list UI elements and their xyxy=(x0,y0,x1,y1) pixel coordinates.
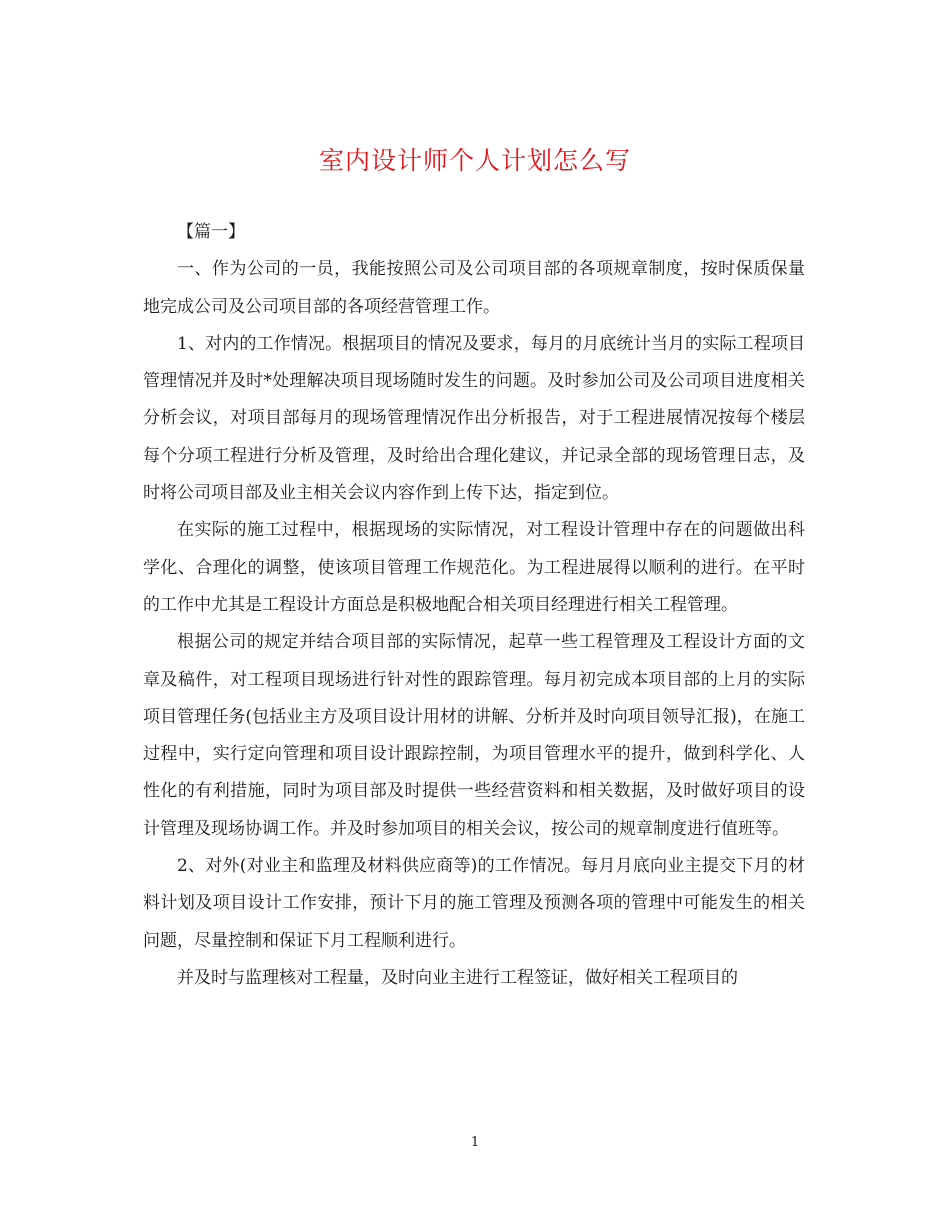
page-number: 1 xyxy=(470,1135,480,1150)
paragraph: 并及时与监理核对工程量，及时向业主进行工程签证，做好相关工程项目的 xyxy=(177,967,738,988)
document-title: 室内设计师个人计划怎么写 xyxy=(318,146,631,175)
paragraph: 1、对内的工作情况。根据项目的情况及要求，每月的月底统计当月的实际工程项目管理情况并及时*处理解决项目现场随时发生的问题。及时参加公司及公司项目进度相关分析会议，对项目部每月的现场管理情况作出分析报告，对于工程进展情况按每个楼层每个分项工程进行分析及管理，及时给出合理化建议，并记录全部的现场管理日志，及时将公司项目部及业主相关会议内容作到上传下达，指定到位。 xyxy=(143,333,805,504)
document-body xyxy=(143,214,805,997)
paragraph: 一、作为公司的一员，我能按照公司及公司项目部的各项规章制度，按时保质保量地完成公司及公司项目部的各项经营管理工作。 xyxy=(143,259,805,317)
paragraph: 2、对外(对业主和监理及材料供应商等)的工作情况。每月月底向业主提交下月的材料计划及项目设计工作安排，预计下月的施工管理及预测各项的管理中可能发生的相关问题，尽量控制和保证下月工程顺利进行。 xyxy=(143,856,805,951)
paragraph: 根据公司的规定并结合项目部的实际情况，起草一些工程管理及工程设计方面的文章及稿件，对工程项目现场进行针对性的跟踪管理。每月初完成本项目部的上月的实际项目管理任务(包括业主方及项目设计用材的讲解、分析并及时向项目领导汇报)，在施工过程中，实行定向管理和项目设计跟踪控制，为项目管理水平的提升，做到科学化、人性化的有利措施，同时为项目部及时提供一些经营资料和相关数据，及时做好项目的设计管理及现场协调工作。并及时参加项目的相关会议，按公司的规章制度进行值班等。 xyxy=(143,632,805,839)
paragraph: 在实际的施工过程中，根据现场的实际情况，对工程设计管理中存在的问题做出科学化、合理化的调整，使该项目管理工作规范化。为工程进展得以顺利的进行。在平时的工作中尤其是工程设计方面总是积极地配合相关项目经理进行相关工程管理。 xyxy=(143,520,805,615)
section-heading: 【篇一】 xyxy=(177,222,245,242)
